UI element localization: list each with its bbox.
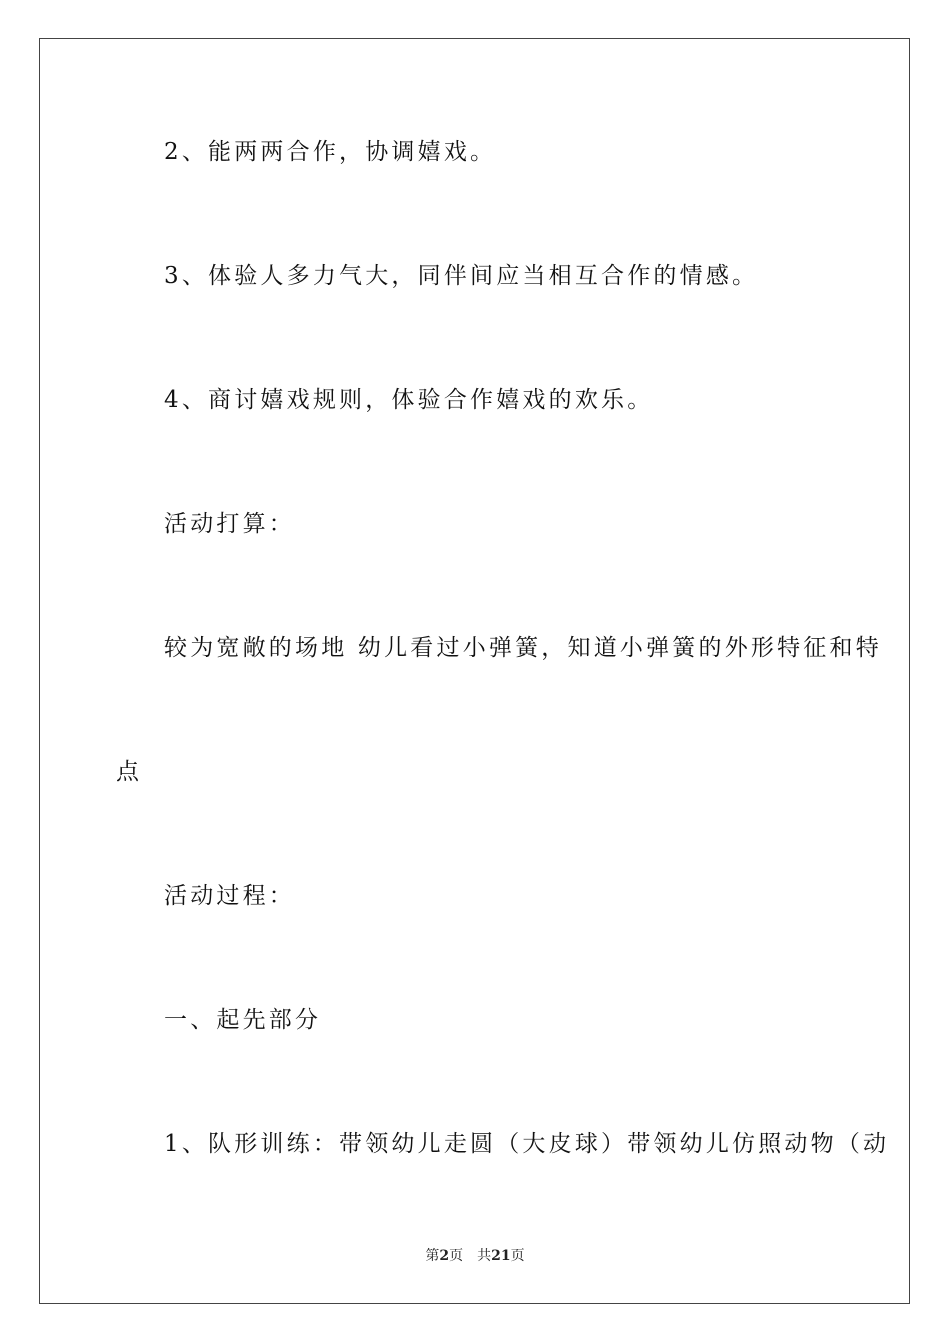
footer-total-prefix: 共 [477, 1248, 492, 1264]
paragraph-preparation-continued: 点 [116, 759, 143, 785]
section-heading-process: 活动过程： [164, 883, 295, 909]
footer-page-number: 2 [439, 1248, 450, 1264]
page-footer [0, 1246, 950, 1266]
section-heading-preparation: 活动打算： [164, 511, 295, 537]
footer-page-prefix: 第 [425, 1248, 440, 1264]
paragraph-objective-4: 4、商讨嬉戏规则，体验合作嬉戏的欢乐。 [164, 387, 654, 413]
paragraph-preparation: 较为宽敞的场地 幼儿看过小弹簧，知道小弹簧的外形特征和特 [164, 635, 882, 661]
footer-total-pages: 21 [491, 1248, 511, 1264]
paragraph-formation-training: 1、队形训练：带领幼儿走圆（大皮球）带领幼儿仿照动物（动 [164, 1131, 890, 1157]
footer-total-suffix: 页 [510, 1248, 525, 1264]
paragraph-objective-3: 3、体验人多力气大，同伴间应当相互合作的情感。 [164, 263, 759, 289]
page-border [39, 38, 910, 1304]
paragraph-objective-2: 2、能两两合作，协调嬉戏。 [164, 139, 497, 165]
subsection-heading-start: 一、起先部分 [164, 1007, 322, 1033]
footer-page-suffix: 页 [449, 1248, 464, 1264]
